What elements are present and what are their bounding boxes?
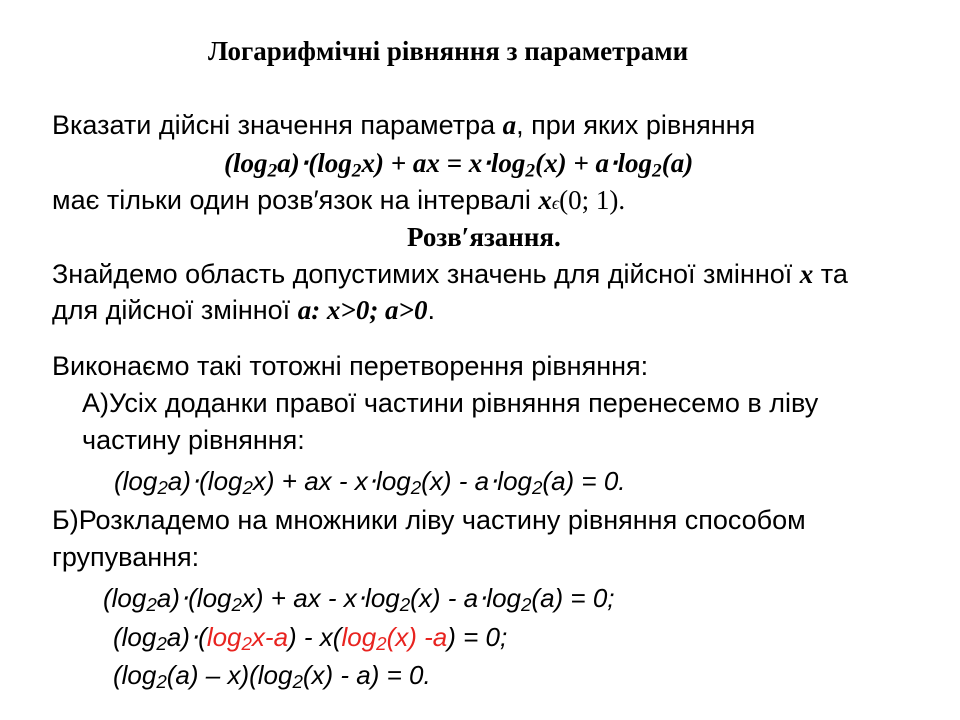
- eq-sub: 2: [525, 160, 536, 182]
- domain-condition: a: x>0; a>0: [297, 295, 428, 325]
- eq-part: (x) - a) = 0.: [302, 660, 431, 690]
- task-parameter-var: a: [502, 110, 517, 140]
- eq-sub: 2: [351, 160, 362, 182]
- equation-a: [114, 466, 626, 499]
- eq-part: (log: [113, 660, 157, 690]
- eq-sub: 2: [292, 671, 303, 693]
- step-b-line-2: групування:: [52, 542, 200, 572]
- eq-highlight-sub: 2: [376, 633, 387, 655]
- eq-sub: 2: [267, 160, 278, 182]
- eq-part: x) + ax - x⋅log: [241, 583, 400, 613]
- equation-b3: [113, 660, 431, 693]
- task-intro: [52, 112, 755, 139]
- step-b-line-1: Б)Розкладемо на множники ліву частину рівняння способом: [52, 505, 806, 535]
- task-intro-text: Вказати дійсні значення параметра: [52, 110, 503, 140]
- eq-part: ) - x(: [288, 622, 342, 652]
- eq-part: ) = 0;: [447, 622, 508, 652]
- eq-highlight: (x) -a: [386, 622, 448, 652]
- eq-part: (log: [224, 148, 268, 178]
- task-outro-text: має тільки один розв′язок на інтервалі: [52, 185, 539, 215]
- eq-part: a)⋅(: [166, 622, 207, 652]
- equation-b1: [103, 583, 615, 616]
- eq-part: (log: [113, 622, 157, 652]
- equation-b2: [113, 622, 508, 655]
- step-a-line-2: частину рівняння:: [82, 425, 305, 455]
- eq-part: (x) - a⋅log: [421, 466, 532, 496]
- slide-title: Логарифмічні рівняння з параметрами: [208, 36, 689, 66]
- eq-part: (x) - a⋅log: [410, 583, 521, 613]
- eq-part: a)⋅(log: [277, 148, 352, 178]
- domain-text-tail: .: [427, 295, 435, 325]
- eq-part: (a): [661, 148, 694, 178]
- eq-part: a)⋅(log: [167, 466, 243, 496]
- eq-sub: 2: [146, 594, 157, 616]
- eq-sub: 2: [532, 477, 543, 499]
- eq-sub: 2: [399, 594, 411, 616]
- eq-sub: 2: [231, 594, 242, 616]
- eq-part: x) + ax = x⋅log: [361, 148, 526, 178]
- domain-line-2: [52, 297, 435, 324]
- task-intro-tail: , при яких рівняння: [516, 110, 756, 140]
- step-a-line-1: А)Усіх доданки правої частини рівняння перенесемо в ліву: [82, 388, 819, 418]
- eq-highlight-sub: 2: [241, 633, 252, 655]
- element-of-symbol: ϵ: [551, 193, 560, 213]
- domain-text-tail: та: [813, 259, 848, 289]
- eq-highlight: x-a: [251, 622, 289, 652]
- domain-var-x: x: [799, 259, 814, 289]
- eq-sub: 2: [156, 633, 167, 655]
- eq-highlight: log: [341, 622, 377, 652]
- eq-highlight: log: [206, 622, 242, 652]
- eq-sub: 2: [410, 477, 422, 499]
- eq-sub: 2: [157, 477, 168, 499]
- eq-part: (log: [114, 466, 158, 496]
- task-outro-var: x: [538, 185, 552, 215]
- eq-sub: 2: [156, 671, 167, 693]
- eq-sub: 2: [242, 477, 253, 499]
- domain-line-1: [52, 261, 848, 288]
- solution-heading: Розв′язання.: [407, 222, 561, 252]
- eq-part: (a) – x)(log: [166, 660, 293, 690]
- eq-part: (a) = 0;: [531, 583, 615, 613]
- eq-part: (log: [103, 583, 147, 613]
- eq-sub: 2: [652, 160, 662, 182]
- task-outro: [52, 187, 625, 214]
- eq-part: x) + ax - x⋅log: [252, 466, 411, 496]
- task-interval: (0; 1).: [559, 185, 626, 215]
- transform-intro: Виконаємо такі тотожні перетворення рівняння:: [52, 351, 649, 381]
- eq-part: (x) + a⋅log: [535, 148, 653, 178]
- eq-part: a)⋅(log: [156, 583, 232, 613]
- main-equation: [224, 148, 694, 182]
- domain-text: для дійсної змінної: [52, 295, 298, 325]
- eq-part: (a) = 0.: [542, 466, 626, 496]
- domain-text: Знайдемо область допустимих значень для дійсної змінної: [52, 259, 800, 289]
- eq-sub: 2: [521, 594, 532, 616]
